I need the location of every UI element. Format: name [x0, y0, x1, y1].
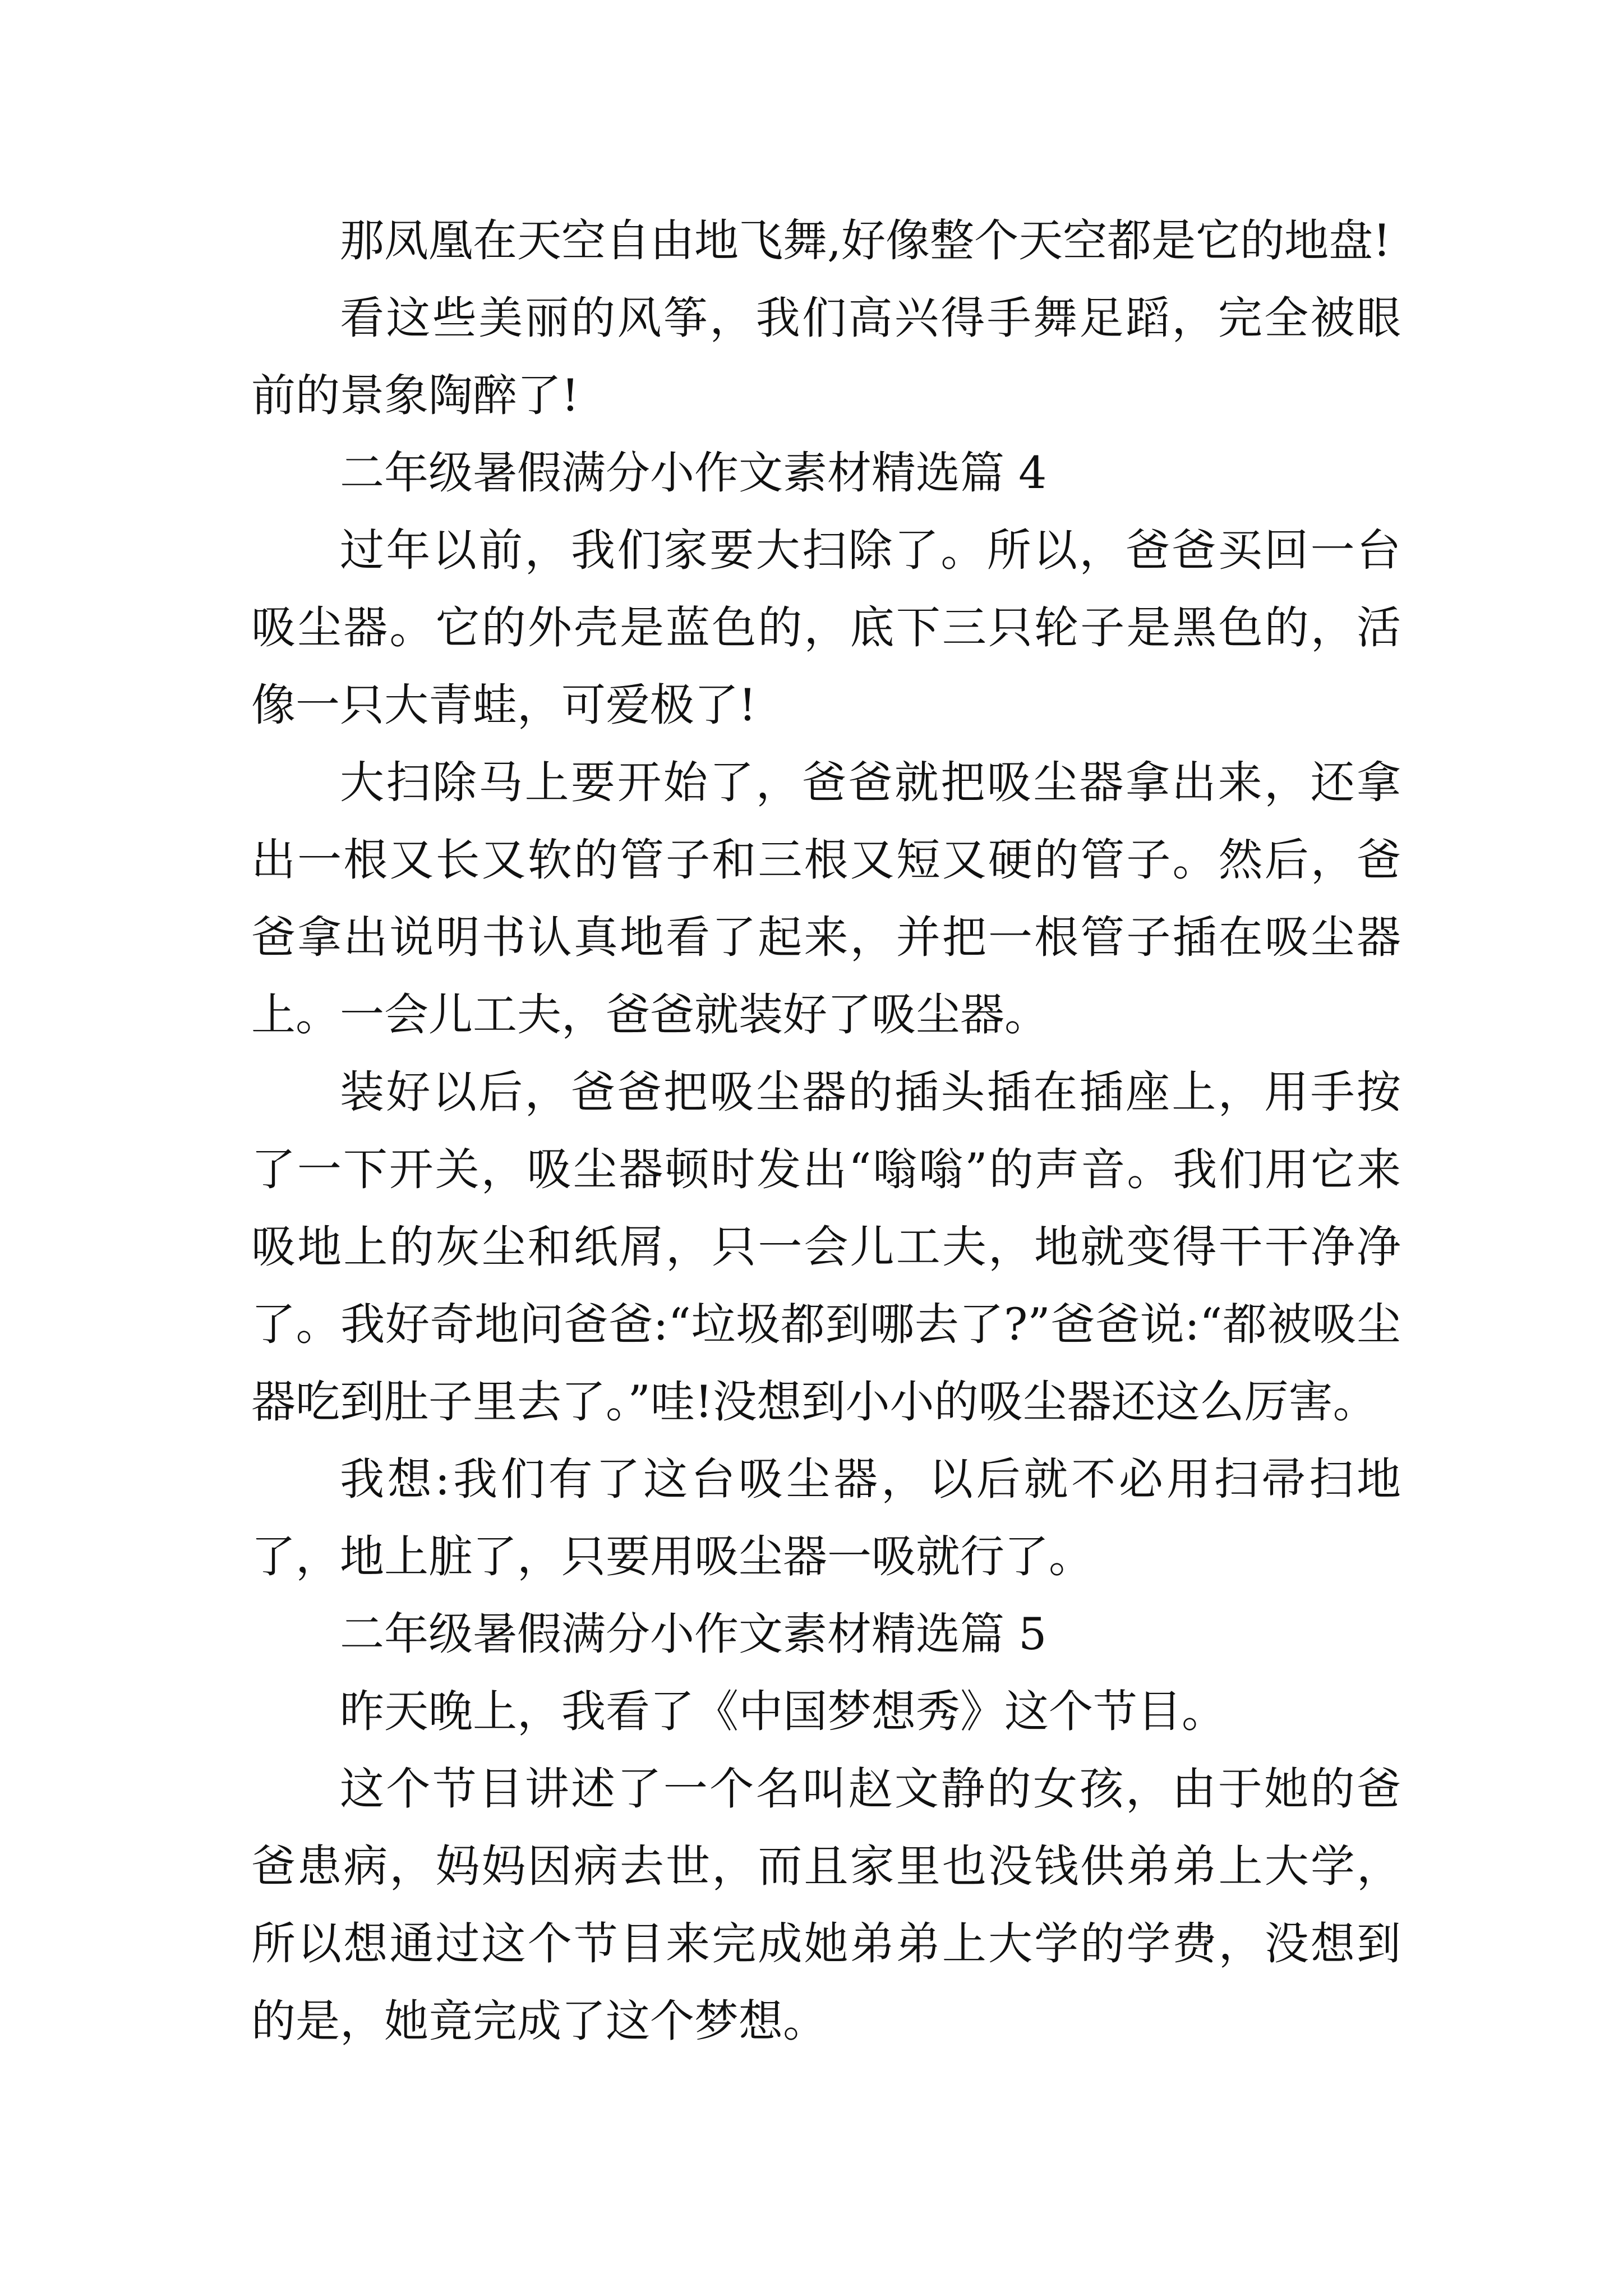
document-body — [251, 202, 1401, 2060]
paragraph-vacuum-assembly: 大扫除马上要开始了，爸爸就把吸尘器拿出来，还拿出一根又长又软的管子和三根又短又硬的管子。然后，爸爸拿出说明书认真地看了起来，并把一根管子插在吸尘器上。一会儿工夫，爸爸就装好了吸尘器。 — [251, 757, 1401, 1041]
section-heading-5: 二年级暑假满分小作文素材精选篇 5 — [340, 1608, 1047, 1660]
paragraph-dream: 这个节目讲述了一个名叫赵文静的女孩，由于她的爸爸患病，妈妈因病去世，而且家里也没钱供弟弟上大学，所以想通过这个节目来完成她弟弟上大学的学费，没想到的是，她竟完成了这个梦想。 — [251, 1763, 1401, 2047]
paragraph-tv-show: 昨天晚上，我看了《中国梦想秀》这个节目。 — [340, 1686, 1226, 1737]
paragraph-phoenix: 那凤凰在天空自由地飞舞,好像整个天空都是它的地盘! — [340, 215, 1391, 266]
paragraph-vacuum-intro: 过年以前，我们家要大扫除了。所以，爸爸买回一台吸尘器。它的外壳是蓝色的，底下三只轮子是黑色的，活像一只大青蛙，可爱极了! — [251, 524, 1401, 731]
paragraph-vacuum-conclusion: 我想:我们有了这台吸尘器，以后就不必用扫帚扫地了，地上脏了，只要用吸尘器一吸就行了。 — [251, 1453, 1401, 1582]
paragraph-kites: 看这些美丽的风筝，我们高兴得手舞足蹈，完全被眼前的景象陶醉了! — [251, 292, 1401, 421]
section-heading-4: 二年级暑假满分小作文素材精选篇 4 — [340, 447, 1047, 499]
paragraph-vacuum-use: 装好以后，爸爸把吸尘器的插头插在插座上，用手按了一下开关，吸尘器顿时发出“嗡嗡”的声音。我们用它来吸地上的灰尘和纸屑，只一会儿工夫，地就变得干干净净了。我好奇地问爸爸:“垃圾都到哪去了?”爸爸说:“都被吸尘器吃到肚子里去了。”哇!没想到小小的吸尘器还这么厉害。 — [251, 1066, 1401, 1428]
